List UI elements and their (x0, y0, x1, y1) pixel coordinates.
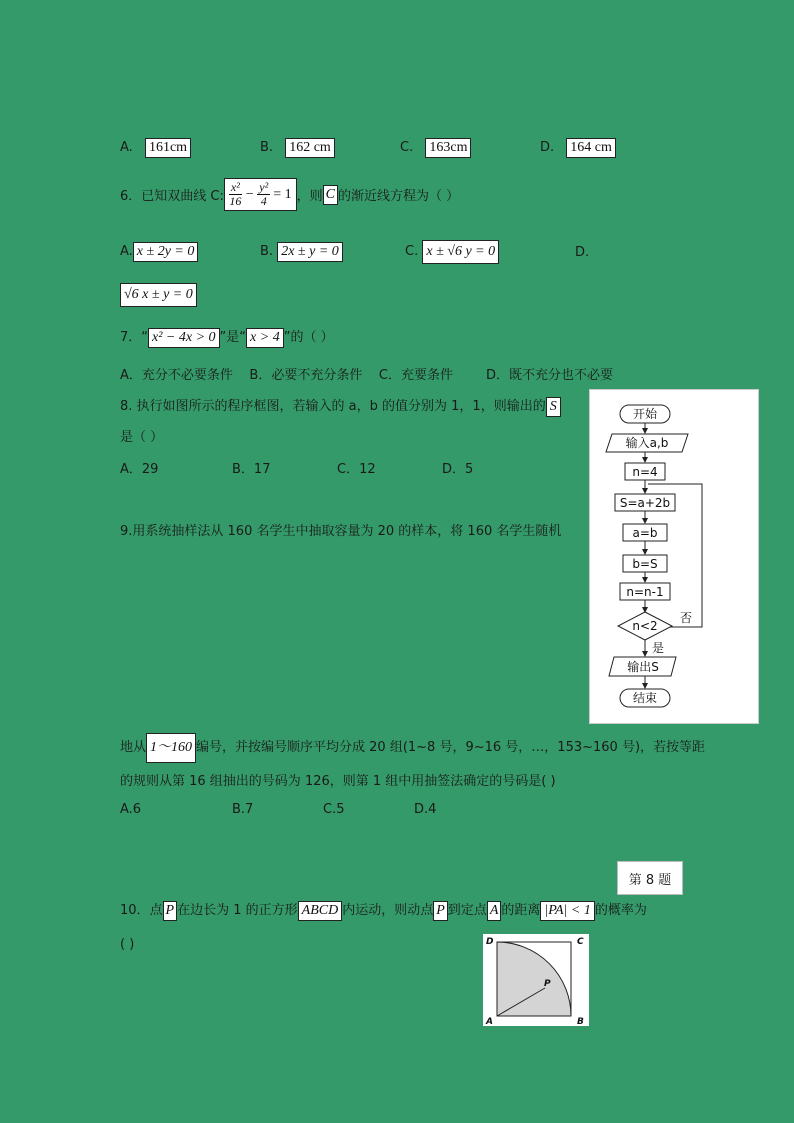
q6-b-label: B. (260, 244, 274, 259)
q9-option-b: B.7 (232, 802, 254, 817)
q8-option-b: B．17 (232, 462, 271, 477)
option-b-value: 162 cm (285, 138, 335, 158)
question-6 (120, 178, 459, 211)
option-c-value: 163cm (425, 138, 471, 158)
fc-n-dec: n=n-1 (626, 585, 664, 599)
question-10 (120, 899, 647, 921)
q10-mid1: 在边长为 1 的正方形 (177, 903, 298, 918)
square-svg (483, 934, 589, 1026)
q6-c-value: x ± √6 y = 0 (422, 240, 499, 264)
equals-one: = 1 (273, 186, 292, 202)
fc-s-assign: S=a+2b (619, 496, 671, 510)
label-c: C (577, 937, 584, 947)
q10-pre: 10．点 (120, 903, 163, 918)
q9-line2 (120, 733, 705, 763)
fc-input: 输入a,b (625, 436, 669, 450)
q9-option-a: A.6 (120, 802, 142, 817)
q10-mid3: 到定点 (447, 903, 487, 918)
quarter-circle-region (497, 942, 571, 1016)
q5-options (120, 138, 191, 158)
q8-line2: 是（ ） (120, 430, 164, 445)
flowchart-svg (590, 390, 758, 723)
fc-output: 输出S (627, 660, 659, 674)
frac2-denominator: 4 (260, 194, 267, 208)
q5-option-c (400, 138, 471, 158)
q6-b-value: 2x ± y = 0 (277, 242, 343, 262)
q7-options: A．充分不必要条件 B．必要不充分条件 C．充要条件 D．既不充分也不必要 (120, 368, 614, 383)
q10-p: P (163, 901, 178, 921)
q6-suffix: 的渐近线方程为（ ） (337, 189, 460, 204)
q9-option-d: D.4 (414, 802, 437, 817)
q7-expr1: x² − 4x > 0 (148, 328, 220, 348)
fc-cond: n<2 (632, 619, 658, 633)
q6-option-a (120, 242, 198, 262)
figure-8-label: 第 8 题 (617, 861, 683, 895)
q10-mid4: 的距离 (501, 903, 541, 918)
fc-end: 结束 (632, 691, 658, 705)
flowchart-figure (589, 389, 759, 724)
q8-option-a: A．29 (120, 462, 159, 477)
q8-option-d: D．5 (442, 462, 474, 477)
q5-option-d (540, 138, 616, 158)
option-a-label: A. (120, 140, 133, 155)
q6-c-label: C. (405, 244, 419, 259)
option-b-label: B. (260, 140, 274, 155)
hyperbola-equation (224, 178, 297, 211)
q8-var-s: S (546, 397, 561, 417)
q7-prefix: 7．“ (120, 330, 149, 345)
q8-text: 8. 执行如图所示的程序框图，若输入的 a，b 的值分别为 1，1，则输出的 (120, 399, 546, 414)
q6-option-d-value-row (120, 283, 197, 307)
q6-a-label: A. (120, 244, 133, 259)
option-d-value: 164 cm (566, 138, 616, 158)
var-c: C (323, 185, 338, 205)
label-a: A (486, 1017, 493, 1026)
label-d: D (486, 937, 494, 947)
q10-mid2: 内运动，则动点 (342, 903, 434, 918)
q6-d-value: √6 x ± y = 0 (120, 283, 197, 307)
q6-prefix: 6．已知双曲线 C: (120, 189, 224, 204)
question-8-line1 (120, 395, 561, 417)
q9-line3: 的规则从第 16 组抽出的号码为 126，则第 1 组中用抽签法确定的号码是( ) (120, 774, 556, 789)
q10-p2: P (433, 901, 448, 921)
frac2-numerator: y² (259, 180, 269, 194)
q6-a-value: x ± 2y = 0 (133, 242, 199, 262)
fc-yes: 是 (651, 641, 665, 655)
fc-start: 开始 (632, 407, 658, 421)
option-c-label: C. (400, 140, 414, 155)
label-b: B (577, 1017, 584, 1026)
q6-option-c (405, 240, 499, 264)
q7-expr2: x > 4 (246, 328, 284, 348)
q9-option-c: C.5 (323, 802, 345, 817)
fc-a-assign: a=b (632, 526, 658, 540)
q9-range: 1～160 (146, 733, 196, 763)
q6-option-b (260, 242, 343, 262)
q9-line2-post: 编号，并按编号顺序平均分成 20 组(1~8 号，9~16 号，…，153~160 号)，若按等距 (196, 740, 706, 755)
fc-n-init: n=4 (632, 465, 658, 479)
q5-option-b (260, 138, 335, 158)
q7-suffix: ”的（ ） (283, 330, 334, 345)
minus-sign: − (244, 186, 255, 202)
q10-a: A (487, 901, 502, 921)
q10-suffix: 的概率为 (594, 903, 647, 918)
q6-option-d (575, 245, 589, 260)
q9-line1: 9.用系统抽样法从 160 名学生中抽取容量为 20 的样本，将 160 名学生随机 (120, 524, 562, 539)
frac1-denominator: 16 (229, 194, 242, 208)
question-7 (120, 326, 334, 348)
q7-mid: ”是“ (219, 330, 247, 345)
q8-option-c: C．12 (337, 462, 376, 477)
q9-line2-pre: 地从 (120, 740, 147, 755)
square-figure (483, 934, 589, 1026)
fc-b-assign: b=S (632, 557, 658, 571)
q10-blank: ( ) (120, 937, 135, 952)
q6-mid: ，则 (296, 189, 323, 204)
frac1-numerator: x² (230, 180, 240, 194)
q10-cond: |PA| < 1 (540, 901, 594, 921)
q6-d-label: D. (575, 245, 590, 260)
option-a-value: 161cm (145, 138, 191, 158)
q10-abcd: ABCD (298, 901, 343, 921)
label-p: P (544, 979, 551, 989)
fc-no: 否 (679, 611, 693, 625)
option-d-label: D. (540, 140, 555, 155)
